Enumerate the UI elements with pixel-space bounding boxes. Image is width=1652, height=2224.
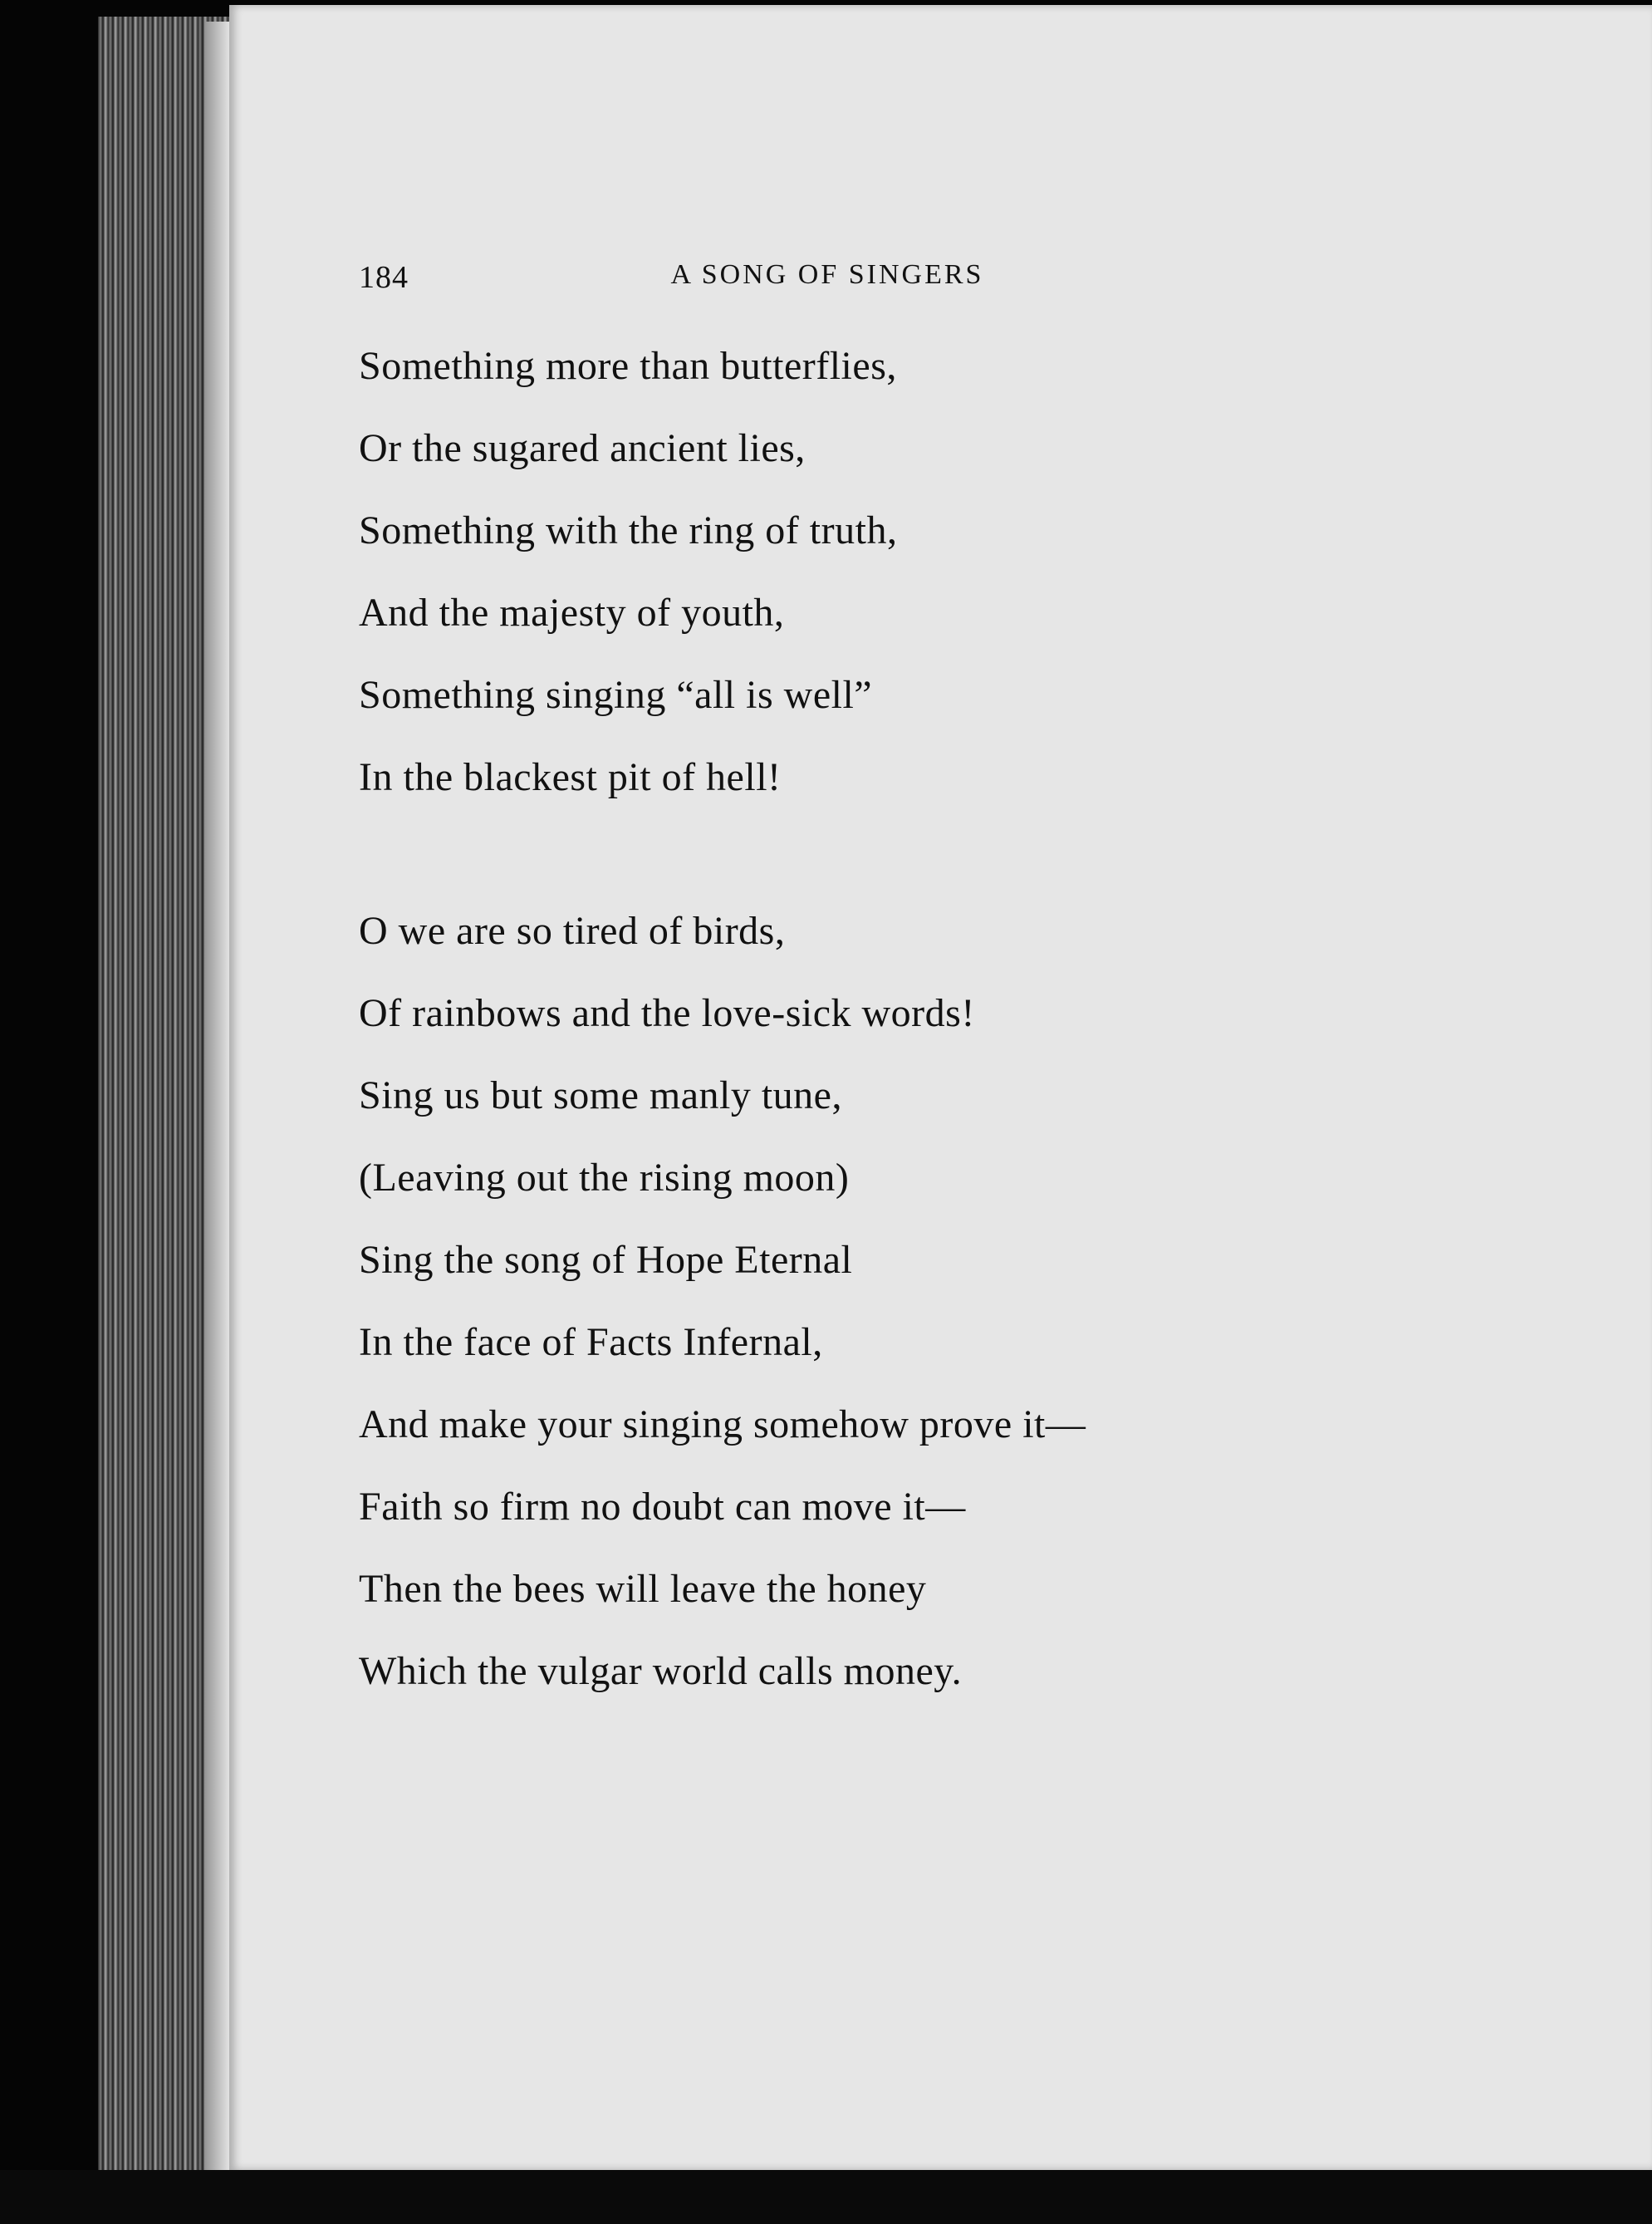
running-title: A SONG OF SINGERS <box>670 259 984 290</box>
poem-line: (Leaving out the rising moon) <box>359 1156 850 1200</box>
page-number: 184 <box>359 260 409 295</box>
poem-line: Of rainbows and the love-sick words! <box>359 991 975 1035</box>
poem-line: Then the bees will leave the honey <box>359 1567 927 1611</box>
poem-line: Faith so firm no doubt can move it— <box>359 1485 966 1529</box>
scan-bottom-margin <box>0 2170 1652 2224</box>
poem-line: Or the sugared ancient lies, <box>359 426 806 470</box>
poem-line: And the majesty of youth, <box>359 591 785 635</box>
poem-line: Sing us but some manly tune, <box>359 1073 842 1117</box>
poem-line: Something with the ring of truth, <box>359 508 898 552</box>
stanza-2 <box>359 902 1480 1725</box>
stanza-1 <box>359 337 1480 831</box>
poem-line: Sing the song of Hope Eternal <box>359 1238 853 1282</box>
poem-body <box>359 337 1480 1725</box>
poem-line: In the blackest pit of hell! <box>359 755 782 799</box>
page-stack-edge <box>206 22 229 2173</box>
running-head <box>359 259 1272 302</box>
poem-line: Something singing “all is well” <box>359 673 873 717</box>
poem-line: And make your singing somehow prove it— <box>359 1402 1086 1446</box>
poem-line: O we are so tired of birds, <box>359 909 786 953</box>
poem-line: Which the vulgar world calls money. <box>359 1649 963 1693</box>
poem-line: In the face of Facts Infernal, <box>359 1320 823 1364</box>
poem-line: Something more than butterflies, <box>359 344 897 388</box>
